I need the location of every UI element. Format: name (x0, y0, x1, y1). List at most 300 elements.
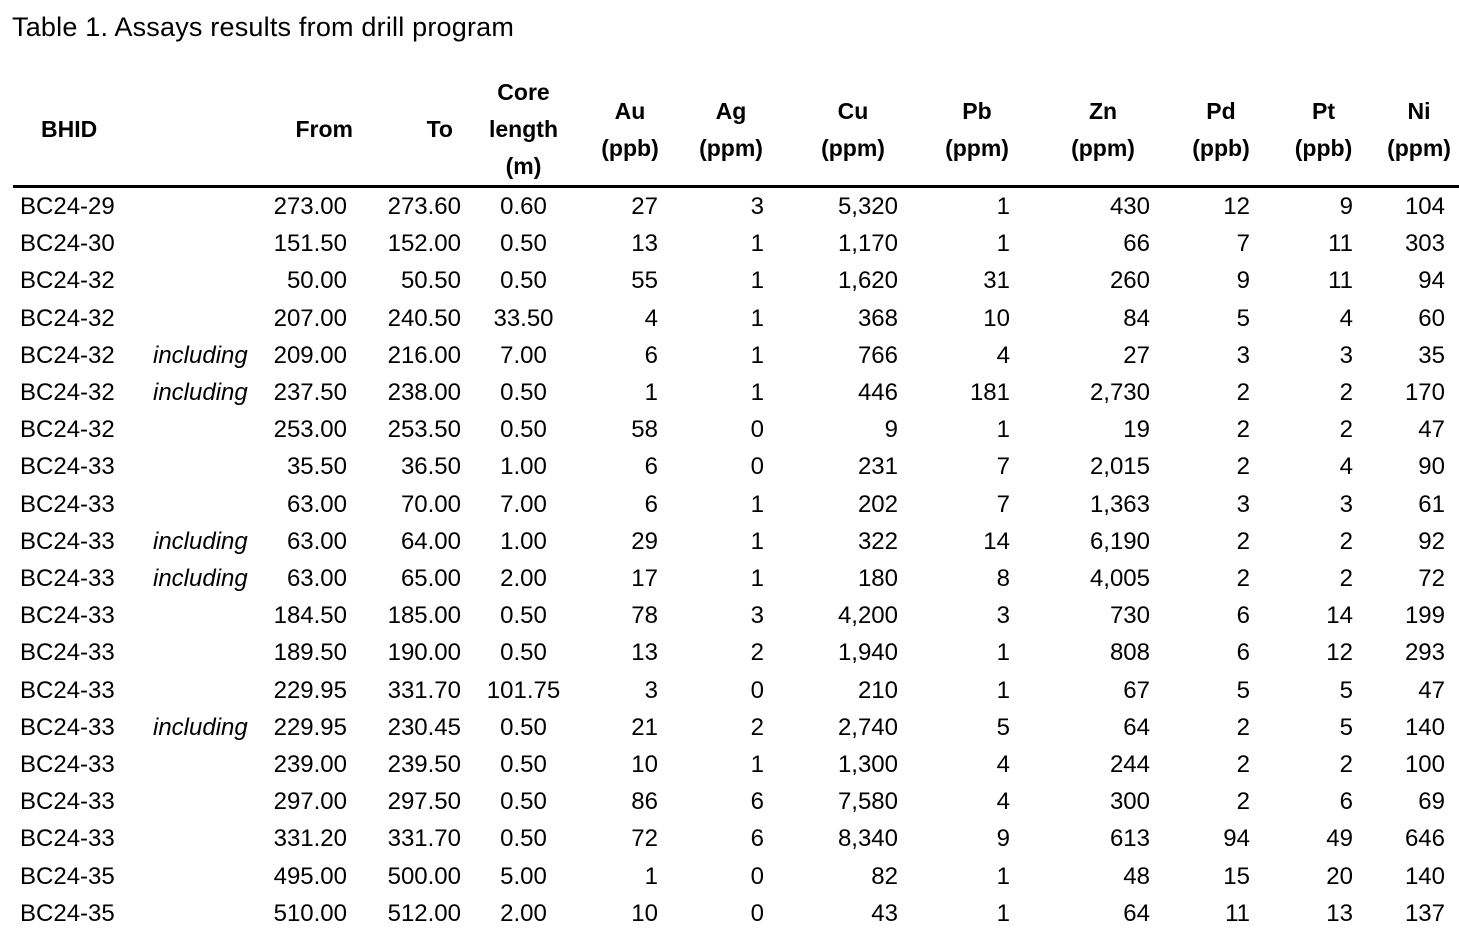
cell-pt: 13 (1326, 899, 1353, 927)
cell-ni: 69 (1418, 788, 1445, 816)
cell-bhid: BC24-33 (20, 825, 115, 853)
cell-from: 229.95 (273, 713, 347, 741)
cell-cu: 7,580 (837, 788, 898, 816)
cell-note (153, 262, 263, 299)
cell-bhid: BC24-30 (20, 230, 115, 258)
cell-zn: 808 (1109, 639, 1150, 667)
cell-zn: 64 (1123, 713, 1150, 741)
cell-zn: 244 (1109, 751, 1150, 779)
cell-ag: 6 (750, 788, 764, 816)
cell-cu: 1,300 (837, 751, 898, 779)
cell-pt: 20 (1326, 862, 1353, 890)
cell-zn: 2,730 (1089, 379, 1150, 407)
cell-to: 240.50 (387, 304, 461, 332)
table-row (13, 634, 1459, 671)
cell-bhid: BC24-33 (20, 527, 115, 555)
header-ni-unit: (ppm) (1387, 134, 1451, 161)
cell-to: 152.00 (387, 230, 461, 258)
header-core-length-line1: Core (497, 79, 550, 105)
cell-to: 185.00 (387, 602, 461, 630)
table-row (13, 411, 1459, 448)
cell-pd: 11 (1225, 899, 1250, 927)
cell-to: 273.60 (387, 193, 461, 220)
cell-pt: 6 (1339, 788, 1353, 816)
cell-ag: 1 (750, 379, 764, 407)
cell-from: 151.50 (273, 230, 347, 258)
cell-core-length: 0.50 (500, 379, 547, 407)
cell-au: 27 (631, 193, 658, 220)
table-row (13, 560, 1459, 597)
cell-ni: 60 (1418, 304, 1445, 332)
cell-pt: 3 (1339, 490, 1353, 518)
cell-ag: 1 (750, 304, 764, 332)
cell-pb: 181 (969, 379, 1010, 407)
cell-ni: 140 (1404, 862, 1445, 890)
cell-bhid: BC24-33 (20, 602, 115, 630)
cell-from: 189.50 (273, 639, 347, 667)
header-note (153, 74, 263, 187)
cell-zn: 19 (1123, 416, 1150, 444)
cell-zn: 1,363 (1089, 490, 1150, 518)
header-to: To (353, 74, 471, 187)
cell-ag: 1 (750, 527, 764, 555)
table-row (13, 672, 1459, 709)
cell-pb: 1 (996, 416, 1010, 444)
cell-pt: 12 (1326, 639, 1353, 667)
cell-ag: 0 (750, 416, 764, 444)
cell-to: 36.50 (400, 453, 461, 481)
cell-ni: 104 (1404, 193, 1445, 220)
cell-cu: 210 (857, 676, 898, 704)
header-pt-element: Pt (1312, 97, 1335, 124)
header-cu-element: Cu (837, 97, 869, 124)
cell-ni: 293 (1404, 639, 1445, 667)
cell-cu: 231 (857, 453, 898, 481)
cell-pd: 2 (1236, 751, 1250, 779)
cell-zn: 300 (1109, 788, 1150, 816)
cell-ni: 100 (1404, 751, 1445, 779)
cell-ni: 92 (1418, 527, 1445, 555)
header-core-length-line2: length (489, 116, 558, 142)
header-au-unit: (ppb) (601, 134, 659, 161)
header-ni-element: Ni (1407, 97, 1431, 124)
cell-pd: 7 (1236, 230, 1250, 258)
header-zn-element: Zn (1088, 97, 1118, 124)
cell-pd: 2 (1236, 527, 1250, 555)
cell-zn: 66 (1123, 230, 1150, 258)
cell-cu: 766 (857, 341, 898, 369)
cell-note (153, 634, 263, 671)
cell-pb: 14 (983, 527, 1010, 555)
cell-from: 273.00 (273, 193, 347, 220)
cell-pt: 5 (1339, 713, 1353, 741)
table-row (13, 858, 1459, 895)
cell-to: 238.00 (387, 379, 461, 407)
cell-au: 10 (631, 751, 658, 779)
cell-ni: 72 (1418, 565, 1445, 593)
cell-ag: 0 (750, 862, 764, 890)
cell-bhid: BC24-33 (20, 676, 115, 704)
cell-pd: 5 (1236, 676, 1250, 704)
header-ni (1365, 74, 1459, 187)
cell-note: including (153, 527, 248, 555)
cell-to: 239.50 (387, 751, 461, 779)
cell-pd: 9 (1236, 267, 1250, 295)
cell-pd: 3 (1236, 341, 1250, 369)
table-row (13, 895, 1459, 932)
cell-pd: 2 (1236, 713, 1250, 741)
cell-core-length: 0.60 (500, 193, 547, 220)
cell-ag: 0 (750, 676, 764, 704)
cell-cu: 2,740 (837, 713, 898, 741)
cell-pt: 2 (1339, 527, 1353, 555)
table-row (13, 262, 1459, 299)
cell-cu: 322 (857, 527, 898, 555)
cell-ag: 1 (750, 751, 764, 779)
cell-pt: 9 (1339, 193, 1353, 220)
header-zn (1022, 74, 1160, 187)
table-row (13, 187, 1459, 226)
header-ag-unit: (ppm) (699, 134, 763, 161)
cell-bhid: BC24-33 (20, 639, 115, 667)
cell-note: including (153, 341, 248, 369)
cell-ag: 1 (750, 267, 764, 295)
cell-core-length: 0.50 (500, 713, 547, 741)
cell-au: 78 (631, 602, 658, 630)
cell-ag: 3 (750, 602, 764, 630)
table-row (13, 374, 1459, 411)
cell-pt: 2 (1339, 416, 1353, 444)
cell-au: 10 (631, 899, 658, 927)
cell-from: 239.00 (273, 751, 347, 779)
cell-from: 510.00 (273, 899, 347, 927)
cell-au: 29 (631, 527, 658, 555)
cell-zn: 64 (1123, 899, 1150, 927)
cell-note (153, 486, 263, 523)
cell-pt: 2 (1339, 565, 1353, 593)
cell-ni: 47 (1418, 676, 1445, 704)
cell-ag: 2 (750, 713, 764, 741)
cell-note (153, 225, 263, 262)
cell-note (153, 783, 263, 820)
header-au-element: Au (614, 97, 646, 124)
cell-pt: 4 (1339, 304, 1353, 332)
table-row (13, 709, 1459, 746)
table-row (13, 448, 1459, 485)
cell-cu: 446 (857, 379, 898, 407)
cell-core-length: 33.50 (493, 304, 554, 332)
table-header (13, 74, 1459, 187)
cell-note (153, 597, 263, 634)
cell-pb: 7 (996, 490, 1010, 518)
cell-from: 331.20 (273, 825, 347, 853)
cell-bhid: BC24-32 (20, 416, 115, 444)
cell-au: 4 (644, 304, 658, 332)
cell-ni: 199 (1404, 602, 1445, 630)
cell-from: 495.00 (273, 862, 347, 890)
cell-from: 50.00 (286, 267, 347, 295)
cell-zn: 27 (1123, 341, 1150, 369)
cell-pt: 2 (1339, 751, 1353, 779)
cell-note (153, 187, 263, 226)
cell-cu: 1,940 (837, 639, 898, 667)
table-row (13, 746, 1459, 783)
cell-to: 512.00 (387, 899, 461, 927)
cell-ag: 1 (750, 230, 764, 258)
cell-note (153, 411, 263, 448)
cell-core-length: 1.00 (500, 527, 547, 555)
cell-bhid: BC24-33 (20, 788, 115, 816)
cell-core-length: 5.00 (500, 862, 547, 890)
table-row (13, 783, 1459, 820)
cell-pt: 4 (1339, 453, 1353, 481)
table-row (13, 300, 1459, 337)
header-pt (1262, 74, 1365, 187)
cell-pb: 8 (996, 565, 1010, 593)
cell-note (153, 895, 263, 932)
header-pd (1160, 74, 1262, 187)
cell-pb: 10 (983, 304, 1010, 332)
cell-ag: 1 (750, 341, 764, 369)
cell-core-length: 0.50 (500, 267, 547, 295)
header-pb (908, 74, 1022, 187)
cell-core-length: 1.00 (500, 453, 547, 481)
header-pb-unit: (ppm) (945, 134, 1009, 161)
cell-zn: 260 (1109, 267, 1150, 295)
header-cu (774, 74, 908, 187)
cell-pd: 2 (1236, 416, 1250, 444)
cell-pb: 3 (996, 602, 1010, 630)
cell-au: 6 (644, 490, 658, 518)
cell-pt: 11 (1328, 267, 1353, 295)
cell-au: 72 (631, 825, 658, 853)
cell-cu: 4,200 (837, 602, 898, 630)
cell-bhid: BC24-33 (20, 751, 115, 779)
cell-note: including (153, 565, 248, 593)
cell-zn: 84 (1123, 304, 1150, 332)
cell-au: 21 (631, 713, 658, 741)
cell-pd: 2 (1236, 788, 1250, 816)
cell-from: 253.00 (273, 416, 347, 444)
cell-note (153, 858, 263, 895)
cell-from: 184.50 (273, 602, 347, 630)
cell-zn: 730 (1109, 602, 1150, 630)
cell-bhid: BC24-32 (20, 379, 115, 407)
cell-pb: 1 (996, 193, 1010, 220)
cell-au: 55 (631, 267, 658, 295)
cell-ag: 3 (750, 193, 764, 220)
cell-from: 63.00 (286, 527, 347, 555)
cell-au: 13 (631, 639, 658, 667)
table-row (13, 523, 1459, 560)
cell-pd: 2 (1236, 379, 1250, 407)
cell-ag: 0 (750, 899, 764, 927)
cell-pd: 6 (1236, 602, 1250, 630)
cell-au: 17 (631, 565, 658, 593)
header-ag (664, 74, 774, 187)
table-row (13, 486, 1459, 523)
cell-cu: 82 (871, 862, 898, 890)
header-au (576, 74, 664, 187)
cell-from: 207.00 (273, 304, 347, 332)
cell-ni: 140 (1404, 713, 1445, 741)
cell-to: 500.00 (387, 862, 461, 890)
cell-ag: 6 (750, 825, 764, 853)
cell-note (153, 672, 263, 709)
cell-from: 229.95 (273, 676, 347, 704)
cell-ag: 1 (750, 490, 764, 518)
cell-ag: 2 (750, 639, 764, 667)
cell-ag: 0 (750, 453, 764, 481)
header-pd-element: Pd (1206, 97, 1236, 124)
cell-note: including (153, 713, 248, 741)
cell-zn: 6,190 (1089, 527, 1150, 555)
cell-pt: 3 (1339, 341, 1353, 369)
header-zn-unit: (ppm) (1071, 134, 1135, 161)
cell-pb: 9 (996, 825, 1010, 853)
cell-pt: 5 (1339, 676, 1353, 704)
cell-to: 50.50 (400, 267, 461, 295)
cell-bhid: BC24-33 (20, 565, 115, 593)
cell-core-length: 2.00 (500, 899, 547, 927)
cell-cu: 43 (871, 899, 898, 927)
cell-pd: 2 (1236, 565, 1250, 593)
cell-to: 331.70 (387, 676, 461, 704)
cell-pb: 7 (996, 453, 1010, 481)
cell-pb: 1 (996, 676, 1010, 704)
cell-core-length: 0.50 (500, 602, 547, 630)
header-cu-unit: (ppm) (821, 134, 885, 161)
cell-pd: 2 (1236, 453, 1250, 481)
cell-ni: 90 (1418, 453, 1445, 481)
cell-bhid: BC24-33 (20, 453, 115, 481)
cell-core-length: 2.00 (500, 565, 547, 593)
cell-ni: 47 (1418, 416, 1445, 444)
cell-bhid: BC24-35 (20, 899, 115, 927)
header-pb-element: Pb (962, 97, 992, 124)
cell-note (153, 820, 263, 857)
cell-core-length: 0.50 (500, 639, 547, 667)
cell-from: 63.00 (286, 565, 347, 593)
header-from: From (263, 74, 353, 187)
cell-pd: 15 (1223, 862, 1250, 890)
cell-cu: 180 (857, 565, 898, 593)
cell-ni: 137 (1404, 899, 1445, 927)
cell-cu: 5,320 (837, 193, 898, 220)
cell-cu: 1,170 (837, 230, 898, 258)
cell-pt: 49 (1326, 825, 1353, 853)
table-row (13, 225, 1459, 262)
cell-from: 35.50 (286, 453, 347, 481)
cell-ni: 303 (1404, 230, 1445, 258)
cell-pb: 1 (996, 862, 1010, 890)
cell-ni: 61 (1418, 490, 1445, 518)
cell-from: 237.50 (273, 379, 347, 407)
cell-bhid: BC24-32 (20, 267, 115, 295)
cell-note (153, 746, 263, 783)
cell-au: 3 (644, 676, 658, 704)
cell-core-length: 101.75 (486, 676, 561, 704)
table-row (13, 597, 1459, 634)
cell-pd: 6 (1236, 639, 1250, 667)
cell-pd: 3 (1236, 490, 1250, 518)
table-row (13, 337, 1459, 374)
cell-ni: 35 (1418, 341, 1445, 369)
header-core-length (471, 74, 576, 187)
cell-pt: 14 (1326, 602, 1353, 630)
cell-core-length: 0.50 (500, 230, 547, 258)
cell-to: 70.00 (400, 490, 461, 518)
cell-core-length: 7.00 (500, 490, 547, 518)
cell-core-length: 0.50 (500, 788, 547, 816)
cell-pd: 5 (1236, 304, 1250, 332)
cell-bhid: BC24-32 (20, 341, 115, 369)
cell-from: 209.00 (273, 341, 347, 369)
cell-note (153, 300, 263, 337)
cell-bhid: BC24-35 (20, 862, 115, 890)
cell-core-length: 0.50 (500, 416, 547, 444)
cell-ni: 94 (1418, 267, 1445, 295)
cell-au: 13 (631, 230, 658, 258)
cell-au: 6 (644, 341, 658, 369)
cell-pb: 4 (996, 788, 1010, 816)
cell-to: 216.00 (387, 341, 461, 369)
header-bhid: BHID (13, 74, 153, 187)
cell-au: 1 (644, 862, 658, 890)
cell-from: 297.00 (273, 788, 347, 816)
cell-au: 58 (631, 416, 658, 444)
cell-cu: 1,620 (837, 267, 898, 295)
cell-to: 64.00 (400, 527, 461, 555)
cell-pb: 5 (996, 713, 1010, 741)
cell-note (153, 448, 263, 485)
cell-pt: 2 (1339, 379, 1353, 407)
table-title: Table 1. Assays results from drill program (12, 12, 515, 42)
cell-pb: 31 (983, 267, 1010, 295)
cell-to: 297.50 (387, 788, 461, 816)
cell-cu: 8,340 (837, 825, 898, 853)
cell-pb: 4 (996, 341, 1010, 369)
cell-core-length: 0.50 (500, 825, 547, 853)
cell-ni: 646 (1404, 825, 1445, 853)
cell-zn: 67 (1123, 676, 1150, 704)
cell-zn: 613 (1109, 825, 1150, 853)
cell-cu: 9 (884, 416, 898, 444)
cell-zn: 4,005 (1089, 565, 1150, 593)
cell-bhid: BC24-33 (20, 490, 115, 518)
cell-bhid: BC24-29 (20, 193, 115, 220)
cell-note: including (153, 379, 248, 407)
cell-pb: 1 (996, 899, 1010, 927)
cell-pb: 1 (996, 639, 1010, 667)
cell-bhid: BC24-33 (20, 713, 115, 741)
cell-pt: 11 (1328, 230, 1353, 258)
cell-pb: 4 (996, 751, 1010, 779)
header-pt-unit: (ppb) (1294, 134, 1353, 161)
cell-ni: 170 (1404, 379, 1445, 407)
cell-to: 190.00 (387, 639, 461, 667)
assay-results-table (13, 74, 1459, 932)
header-core-length-line3: (m) (505, 153, 542, 179)
cell-pd: 94 (1223, 825, 1250, 853)
cell-from: 63.00 (286, 490, 347, 518)
cell-to: 230.45 (387, 713, 461, 741)
cell-cu: 202 (857, 490, 898, 518)
cell-zn: 430 (1109, 193, 1150, 220)
cell-to: 253.50 (387, 416, 461, 444)
cell-to: 65.00 (400, 565, 461, 593)
table-row (13, 820, 1459, 857)
